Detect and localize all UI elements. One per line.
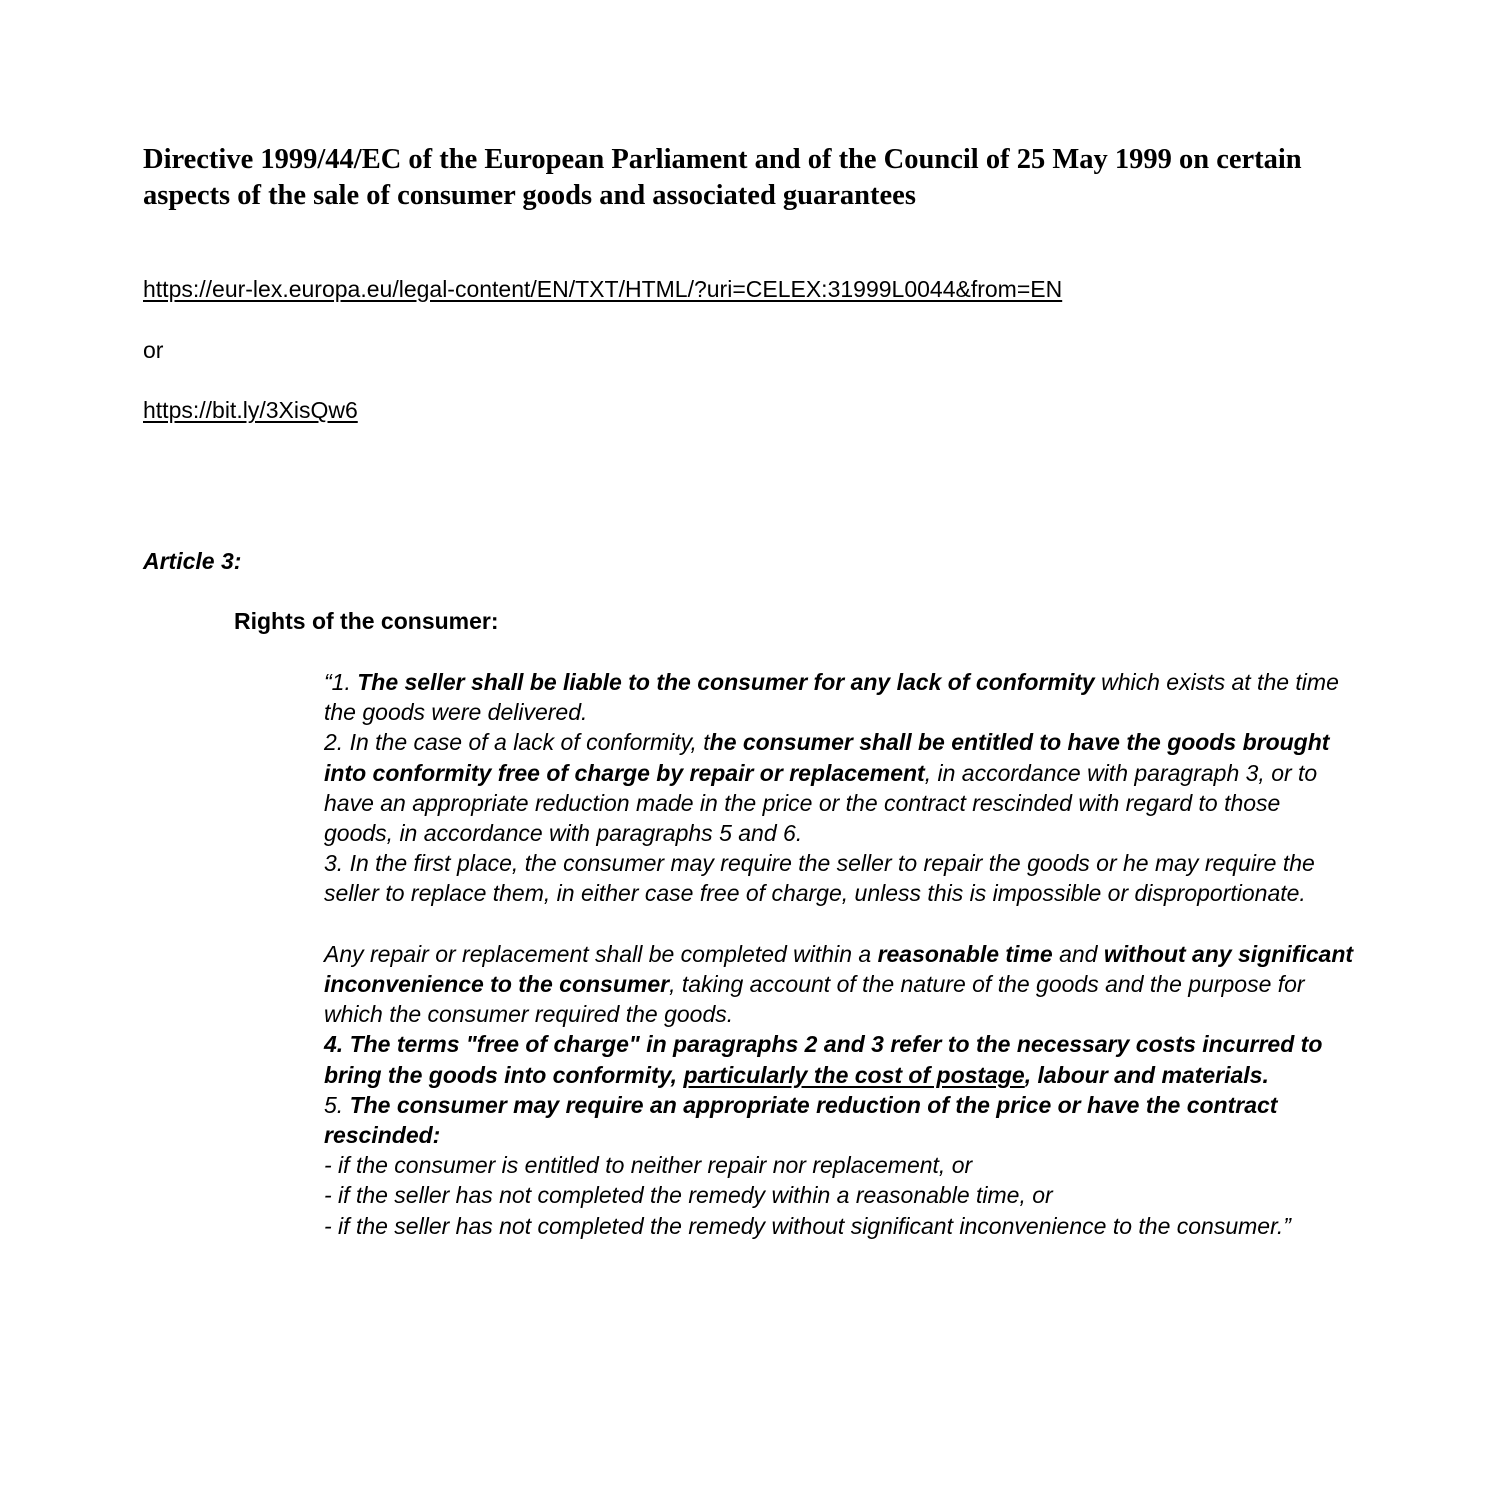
- paragraph-1-bold: The seller shall be liable to the consumer for any lack of conformity: [357, 669, 1095, 695]
- paragraph-4: [324, 1029, 1354, 1089]
- paragraph-5: [324, 1090, 1354, 1150]
- paragraph-3b-bold-2: without any significant inconvenience to the consumer: [324, 940, 1354, 998]
- section-heading: Rights of the consumer:: [234, 608, 499, 634]
- paragraph-2: [324, 727, 1354, 848]
- short-link[interactable]: https://bit.ly/3XisQw6: [143, 397, 358, 423]
- paragraph-3b-mid: and: [1052, 940, 1104, 967]
- paragraph-3b: [324, 939, 1354, 1030]
- list-item: - if the consumer is entitled to neither repair nor replacement, or: [324, 1152, 973, 1179]
- list-item: - if the seller has not completed the remedy within a reasonable time, or: [324, 1182, 1053, 1209]
- or-separator: or: [143, 337, 164, 363]
- paragraph-4-underlined: particularly the cost of postage: [683, 1061, 1025, 1088]
- article-heading: Article 3:: [143, 548, 242, 574]
- list-item: - if the seller has not completed the remedy without significant inconvenience to the consumer.”: [324, 1212, 1291, 1239]
- paragraph-2-bold: he consumer shall be entitled to have the goods brought into conformity free of charge by repair or replacement: [324, 729, 1330, 786]
- article-body: [324, 667, 1354, 1241]
- paragraph-2-lead: 2. In the case of a lack of conformity, t: [324, 729, 710, 756]
- paragraph-4-lead: 4. The terms "free of charge" in paragraphs 2 and 3 refer to the necessary costs incurred to bring the goods into conformity,: [324, 1031, 1323, 1088]
- paragraph-spacer: [324, 909, 1354, 939]
- paragraph-4-tail: , labour and materials.: [1024, 1061, 1269, 1088]
- paragraph-5-lead: 5.: [324, 1091, 350, 1118]
- paragraph-1-tail: which exists at the time the goods were delivered.: [324, 669, 1339, 726]
- paragraph-2-tail: , in accordance with paragraph 3, or to have an appropriate reduction made in the price or the contract rescinded with regard to those goods, in accordance with paragraphs 5 and 6.: [324, 759, 1318, 847]
- paragraph-1-lead: “1.: [324, 669, 358, 695]
- paragraph-3b-tail: , taking account of the nature of the goods and the purpose for which the consumer required the goods.: [324, 971, 1305, 1028]
- paragraph-3b-bold-1: reasonable time: [877, 940, 1053, 967]
- paragraph-5-bold: The consumer may require an appropriate reduction of the price or have the contract rescinded:: [324, 1091, 1278, 1149]
- paragraph-3b-lead: Any repair or replacement shall be completed within a: [324, 940, 878, 967]
- eur-lex-link[interactable]: https://eur-lex.europa.eu/legal-content/EN/TXT/HTML/?uri=CELEX:31999L0044&from=EN: [143, 276, 1063, 302]
- paragraph-3: 3. In the first place, the consumer may require the seller to repair the goods or he may require the seller to replace them, in either case free of charge, unless this is impossible or disproportionate.: [324, 850, 1315, 907]
- document-title: Directive 1999/44/EC of the European Parliament and of the Council of 25 May 1999 on certain aspects of the sale of consumer goods and associated guarantees: [143, 144, 1302, 211]
- paragraph-1: [324, 667, 1354, 727]
